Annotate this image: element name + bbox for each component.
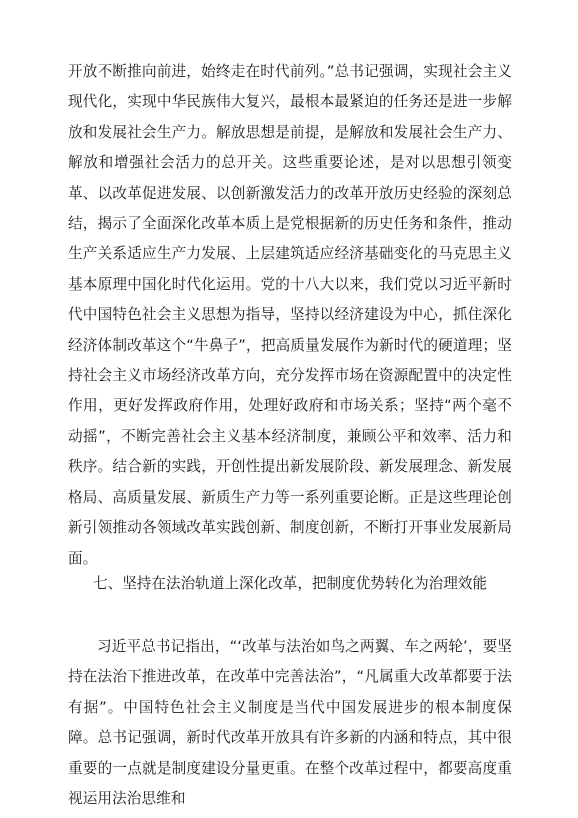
section-heading: 七、坚持在法治轨道上深化改革，把制度优势转化为治理效能 [93, 575, 488, 592]
body-paragraph: 开放不断推向前进，始终走在时代前列。”总书记强调，实现社会主义现代化，实现中华民族伟大复兴，最根本最紧迫的任务还是进一步解放和发展社会生产力。解放思想是前提，是解放和发展社会生产力、解放和增强社会活力的总开关。这些重要论述，是对以思想引领变革、以改革促进发展、以创新激发活力的改革开放历史经验的深刻总结，揭示了全面深化改革本质上是党根据新的历史任务和条件，推动生产关系适应生产力发展、上层建筑适应经济基础变化的马克思主义基本原理中国化时代化运用。党的十八大以来，我们党以习近平新时代中国特色社会主义思想为指导，坚持以经济建设为中心，抓住深化经济体制改革这个“牛鼻子”，把高质量发展作为新时代的硬道理；坚持社会主义市场经济改革方向，充分发挥市场在资源配置中的决定性作用，更好发挥政府作用，处理好政府和市场关系；坚持“两个毫不动摇”，不断完善社会主义基本经济制度，兼顾公平和效率、活力和秩序。结合新的实践，开创性提出新发展阶段、新发展理念、新发展格局、高质量发展、新质生产力等一系列重要论断。正是这些理论创新引领推动各领域改革实践创新、制度创新，不断打开事业发展新局面。 [68, 63, 512, 567]
body-paragraph: 习近平总书记指出，“‘改革与法治如鸟之两翼、车之两轮’，要坚持在法治下推进改革，在改革中完善法治”，“凡属重大改革都要于法有据”。中国特色社会主义制度是当代中国发展进步的根本制度保障。总书记强调，新时代改革开放具有许多新的内涵和特点，其中很重要的一点就是制度建设分量更重。在整个改革过程中，都要高度重视运用法治思维和 [68, 638, 512, 808]
